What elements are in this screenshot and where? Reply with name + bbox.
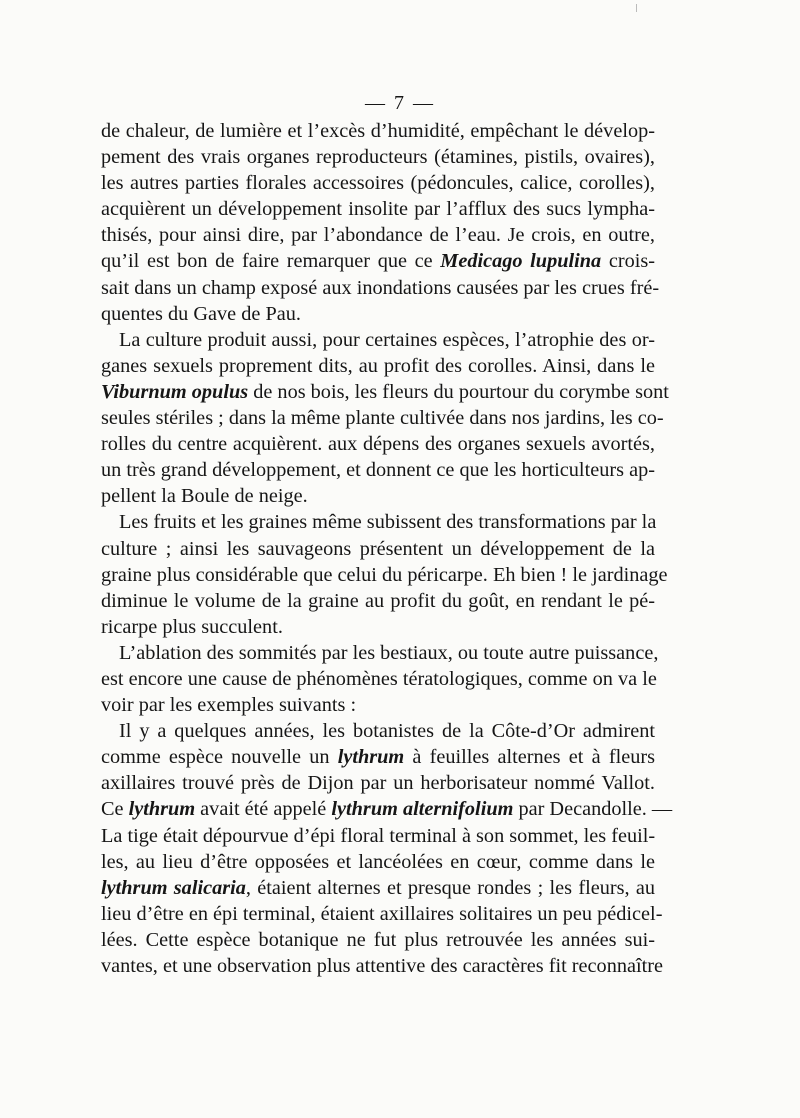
- text-run: L’ablation des sommités par les bestiaux, ou toute autre puissance,: [119, 641, 659, 664]
- text-run: avait été appelé: [195, 798, 332, 821]
- text-line: [101, 509, 655, 535]
- text-line: [101, 875, 655, 901]
- text-line: [101, 562, 668, 588]
- italic-term: lythrum salicaria: [101, 876, 246, 899]
- text-run: pement des vrais organes reproducteurs (étamines, pistils, ovaires),: [101, 146, 655, 169]
- text-run: La culture produit aussi, pour certaines espèces, l’atrophie des or-: [119, 328, 655, 351]
- text-run: , étaient alternes et presque rondes ; les fleurs, au: [245, 876, 655, 899]
- text-line: [101, 953, 664, 979]
- text-run: qu’il est bon de faire remarquer que ce: [101, 250, 441, 273]
- text-line: [101, 640, 659, 666]
- text-line: [101, 927, 655, 953]
- text-line: [101, 327, 655, 353]
- text-line: [101, 431, 655, 457]
- text-run: diminue le volume de la graine au profit du goût, en rendant le pé-: [101, 589, 655, 612]
- text-run: rolles du centre acquièrent. aux dépens des organes sexuels avortés,: [101, 433, 655, 456]
- italic-term: lythrum: [128, 798, 196, 821]
- text-line: [101, 692, 655, 718]
- text-run: acquièrent un développement insolite par l’afflux des sucs lympha-: [101, 198, 655, 221]
- text-run: les, au lieu d’être opposées et lancéolées en cœur, comme dans le: [101, 850, 655, 873]
- text-run: lées. Cette espèce botanique ne fut plus retrouvée les années sui-: [101, 928, 655, 951]
- text-line: [101, 144, 655, 170]
- text-line: [101, 849, 655, 875]
- text-run: Il y a quelques années, les botanistes de la Côte-d’Or admirent: [119, 720, 655, 743]
- text-run: crois-: [601, 250, 656, 273]
- text-run: graine plus considérable que celui du péricarpe. Eh bien ! le jardinage: [101, 563, 668, 586]
- text-line: [101, 796, 673, 822]
- text-run: Ce: [101, 798, 129, 821]
- text-line: [101, 588, 655, 614]
- text-line: [101, 901, 663, 927]
- italic-term: Medicago lupulina: [440, 250, 602, 273]
- text-run: ricarpe plus succulent.: [101, 615, 283, 638]
- text-run: La tige était dépourvue d’épi floral terminal à son sommet, les feuil-: [101, 824, 656, 847]
- text-line: [101, 196, 655, 222]
- text-run: ganes sexuels proprement dits, au profit des corolles. Ainsi, dans le: [101, 354, 655, 377]
- page-edge-mark: [636, 4, 637, 12]
- text-run: lieu d’être en épi terminal, étaient axillaires solitaires un peu pédicel-: [101, 902, 663, 925]
- text-run: les autres parties florales accessoires (pédoncules, calice, corolles),: [101, 172, 655, 195]
- text-run: un très grand développement, et donnent ce que les horticulteurs ap-: [101, 459, 655, 482]
- text-line: [101, 301, 655, 327]
- text-line: [101, 275, 660, 301]
- text-run: à feuilles alternes et à fleurs: [404, 746, 655, 769]
- text-line: [101, 718, 655, 744]
- text-line: [101, 614, 655, 640]
- text-run: par Decandolle. —: [513, 798, 673, 821]
- text-line: [101, 353, 655, 379]
- text-run: vantes, et une observation plus attentive des caractères fit reconnaître: [101, 955, 664, 977]
- text-line: [101, 744, 655, 770]
- italic-term: lythrum alternifolium: [331, 798, 514, 821]
- text-line: [101, 248, 655, 274]
- text-line: [101, 823, 655, 849]
- text-run: comme espèce nouvelle un: [101, 746, 338, 769]
- text-line: [101, 457, 655, 483]
- text-run: thisés, pour ainsi dire, par l’abondance de l’eau. Je crois, en outre,: [101, 224, 655, 247]
- text-line: [101, 405, 664, 431]
- text-run: est encore une cause de phénomènes tératologiques, comme on va le: [101, 667, 657, 690]
- text-line: [101, 483, 655, 509]
- text-run: axillaires trouvé près de Dijon par un herborisateur nommé Vallot.: [101, 772, 655, 795]
- page-number: — 7 —: [365, 92, 435, 114]
- text-run: de nos bois, les fleurs du pourtour du corymbe sont: [248, 380, 669, 403]
- text-line: [101, 170, 655, 196]
- text-line: [101, 770, 655, 796]
- text-run: seules stériles ; dans la même plante cultivée dans nos jardins, les co-: [101, 407, 664, 430]
- italic-term: Viburnum opulus: [101, 380, 249, 403]
- text-run: sait dans un champ exposé aux inondations causées par les crues fré-: [101, 276, 660, 299]
- text-run: culture ; ainsi les sauvageons présentent un développement de la: [101, 537, 655, 560]
- text-line: [101, 118, 655, 144]
- text-run: quentes du Gave de Pau.: [101, 302, 301, 325]
- text-line: [101, 222, 655, 248]
- body-text: [101, 118, 673, 979]
- text-line: [101, 379, 669, 405]
- text-run: voir par les exemples suivants :: [101, 694, 357, 717]
- text-line: [101, 536, 655, 562]
- italic-term: lythrum: [337, 746, 405, 769]
- text-run: pellent la Boule de neige.: [101, 485, 308, 508]
- text-line: [101, 666, 655, 692]
- text-run: Les fruits et les graines même subissent des transformations par la: [119, 511, 657, 534]
- text-run: de chaleur, de lumière et l’excès d’humidité, empêchant le dévelop-: [101, 120, 655, 142]
